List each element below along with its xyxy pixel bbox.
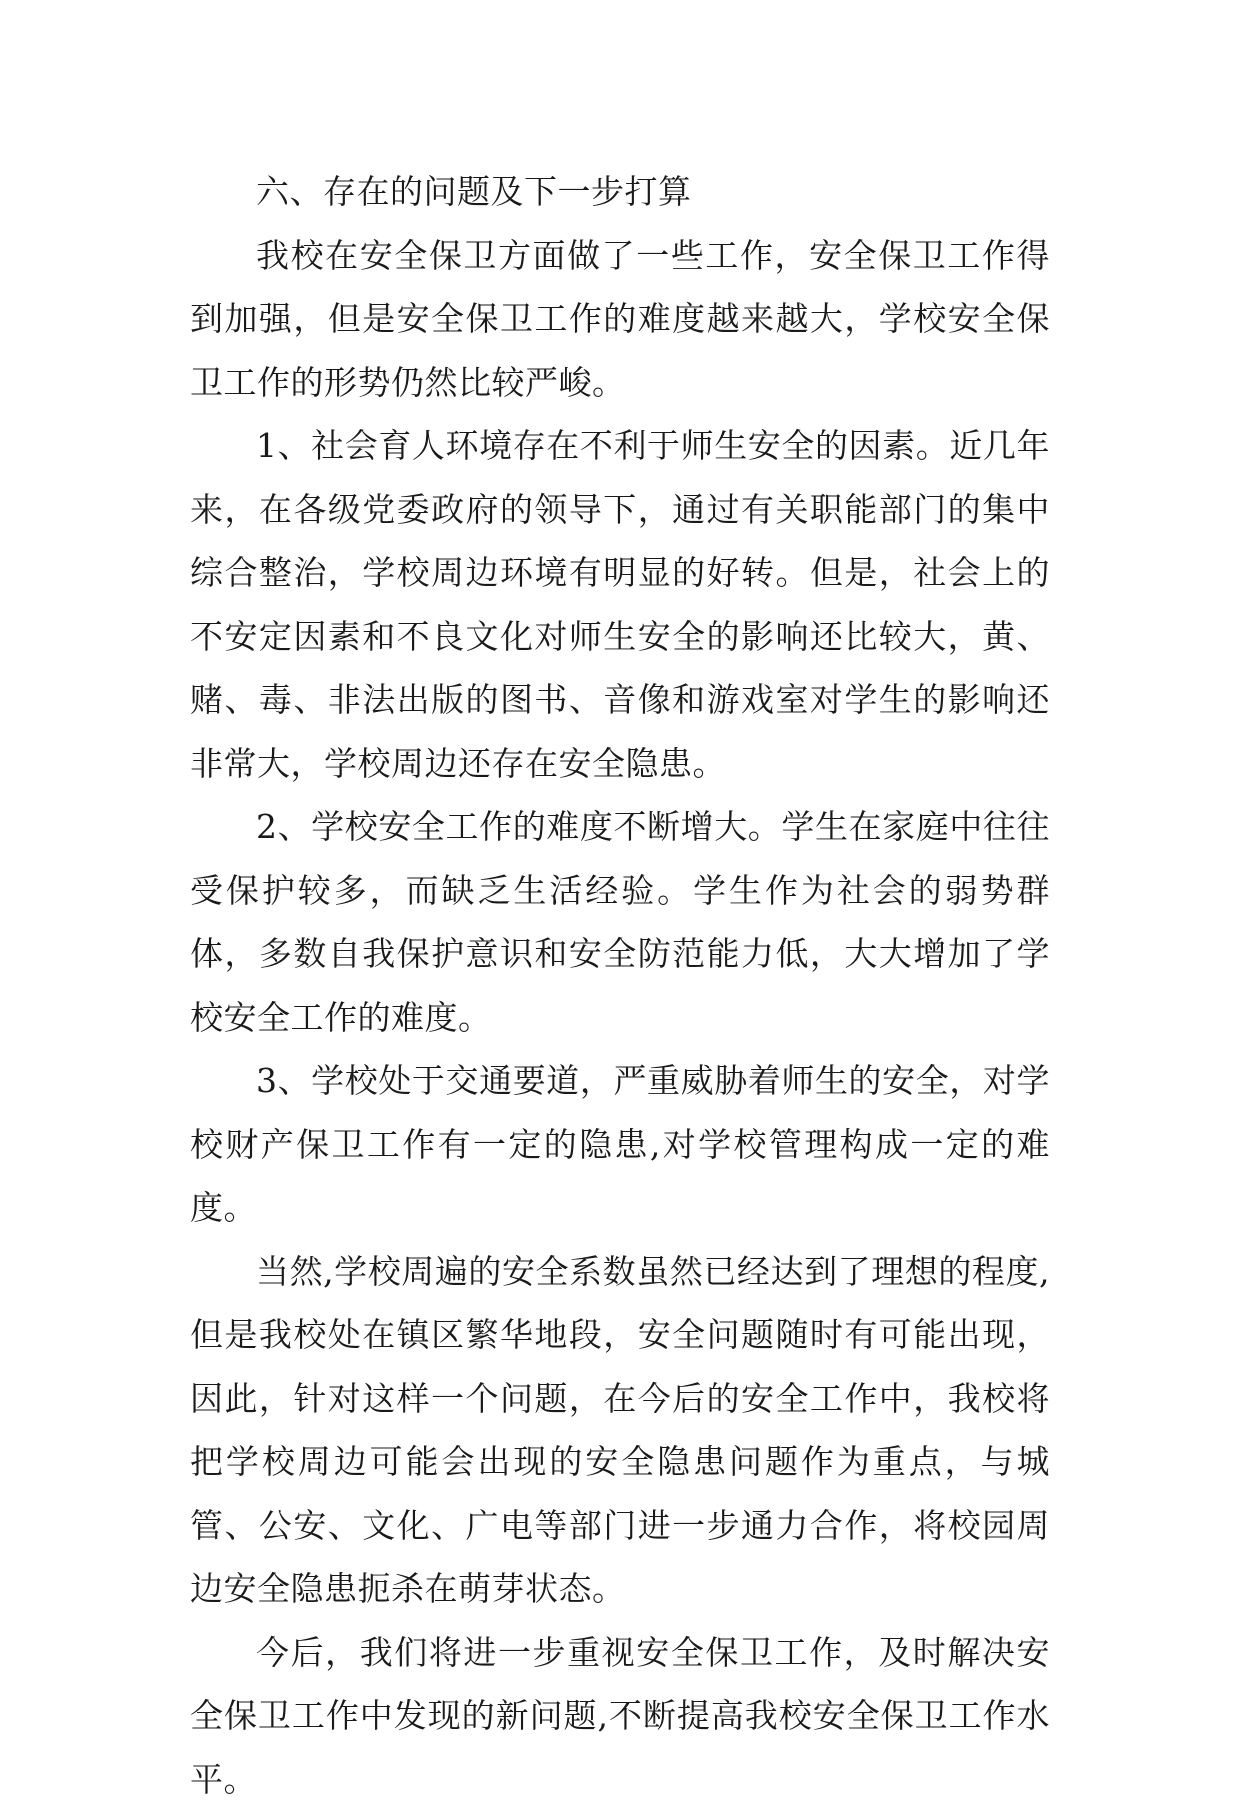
document-body <box>190 160 1050 1811</box>
paragraph-item-2: 2、学校安全工作的难度不断增大。学生在家庭中往往受保护较多，而缺乏生活经验。学生作为社会的弱势群体，多数自我保护意识和安全防范能力低，大大增加了学校安全工作的难度。 <box>190 795 1050 1049</box>
paragraph-intro: 我校在安全保卫方面做了一些工作，安全保卫工作得到加强，但是安全保卫工作的难度越来越大，学校安全保卫工作的形势仍然比较严峻。 <box>190 224 1050 415</box>
section-heading: 六、存在的问题及下一步打算 <box>190 160 1050 224</box>
paragraph-item-1: 1、社会育人环境存在不利于师生安全的因素。近几年来，在各级党委政府的领导下，通过有关职能部门的集中综合整治，学校周边环境有明显的好转。但是，社会上的不安定因素和不良文化对师生安全的影响还比较大，黄、赌、毒、非法出版的图书、音像和游戏室对学生的影响还非常大，学校周边还存在安全隐患。 <box>190 414 1050 795</box>
paragraph-item-3: 3、学校处于交通要道，严重威胁着师生的安全，对学校财产保卫工作有一定的隐患,对学校管理构成一定的难度。 <box>190 1049 1050 1240</box>
paragraph-conclusion: 当然,学校周遍的安全系数虽然已经达到了理想的程度,但是我校处在镇区繁华地段，安全问题随时有可能出现，因此，针对这样一个问题，在今后的安全工作中，我校将把学校周边可能会出现的安全隐患问题作为重点，与城管、公安、文化、广电等部门进一步通力合作，将校园周边安全隐患扼杀在萌芽状态。 <box>190 1240 1050 1621</box>
paragraph-closing: 今后，我们将进一步重视安全保卫工作，及时解决安全保卫工作中发现的新问题,不断提高我校安全保卫工作水平。 <box>190 1621 1050 1811</box>
